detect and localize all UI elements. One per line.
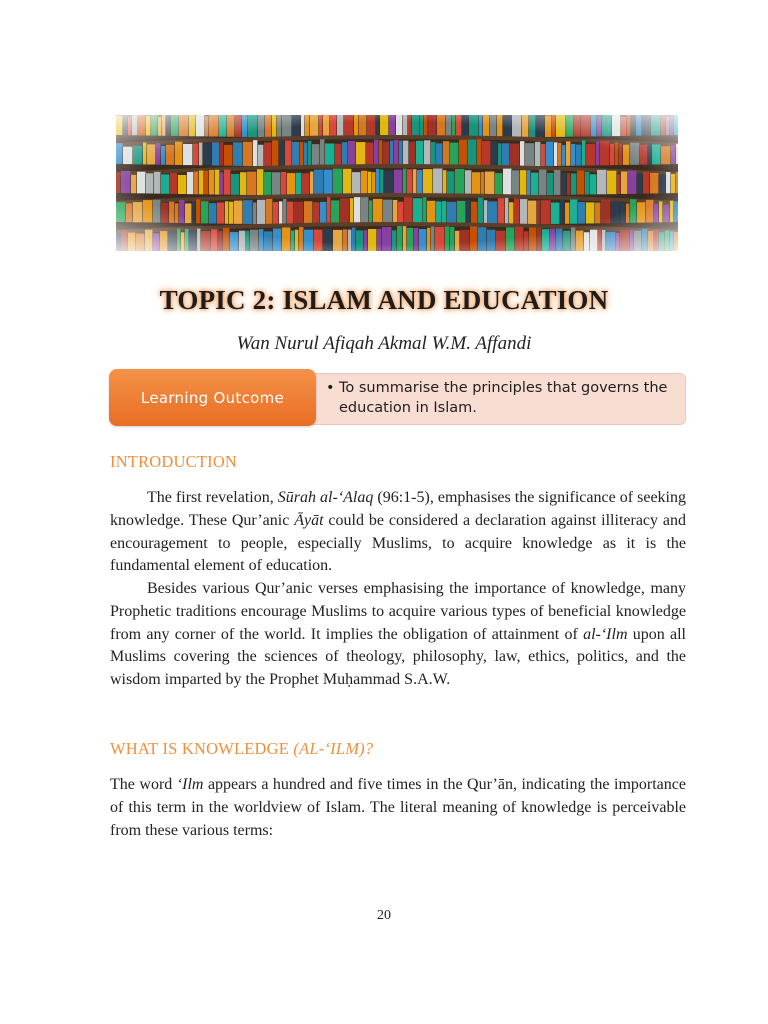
learning-outcome-text: To summarise the principles that governs the education in Islam.	[339, 380, 668, 416]
author-name: Wan Nurul Afiqah Akmal W.M. Affandi	[236, 333, 532, 354]
text-run: could be considered a declaration against illiteracy and encouragement to people, especially Muslims, to acquire knowledge as it is the fundamental element of education.	[110, 511, 686, 575]
text-run: appears a hundred and five times in the Qur’ān, indicating the importance of this term in the worldview of Islam. The literal meaning of knowledge is perceivable from these various terms:	[110, 776, 686, 839]
section-heading-introduction: INTRODUCTION	[110, 452, 238, 471]
paragraph-intro-1	[110, 487, 686, 578]
learning-outcome-label: Learning Outcome	[109, 369, 316, 426]
learning-outcome-item	[326, 378, 669, 418]
paragraph-intro-2	[110, 578, 686, 692]
page-title: TOPIC 2: ISLAM AND EDUCATION	[159, 285, 609, 315]
text-run: upon all Muslims covering the sciences of theology, philosophy, law, ethics, politics, and the wisdom imparted by the Prophet Muḥammad S.A.W.	[110, 625, 686, 689]
text-run: The first revelation,	[147, 489, 278, 506]
text-run-italic: Āyāt	[294, 511, 324, 529]
bookshelf-illustration	[116, 115, 678, 251]
text-run: (96:1-5), emphasises the significance of seeking knowledge. These Qur’anic	[110, 489, 686, 529]
page-number: 20	[377, 908, 391, 923]
text-run-italic: ‘Ilm	[176, 776, 204, 793]
text-run: The word	[110, 776, 177, 793]
heading-text-italic: (AL-‘ILM)?	[293, 739, 374, 758]
text-run-italic: al-‘Ilm	[583, 625, 628, 643]
section-heading-knowledge	[110, 739, 373, 759]
paragraph-knowledge-1	[110, 774, 686, 842]
text-run: Besides various Qur’anic verses emphasising the importance of knowledge, many Prophetic traditions encourage Muslims to acquire various types of beneficial knowledge from any corner of the world. It implies the obligation of attainment of	[110, 580, 686, 643]
bullet-icon: •	[326, 380, 335, 396]
heading-text: WHAT IS KNOWLEDGE	[110, 739, 294, 758]
banner-image	[116, 115, 678, 251]
text-run-italic: Sūrah al-‘Alaq	[277, 489, 374, 506]
